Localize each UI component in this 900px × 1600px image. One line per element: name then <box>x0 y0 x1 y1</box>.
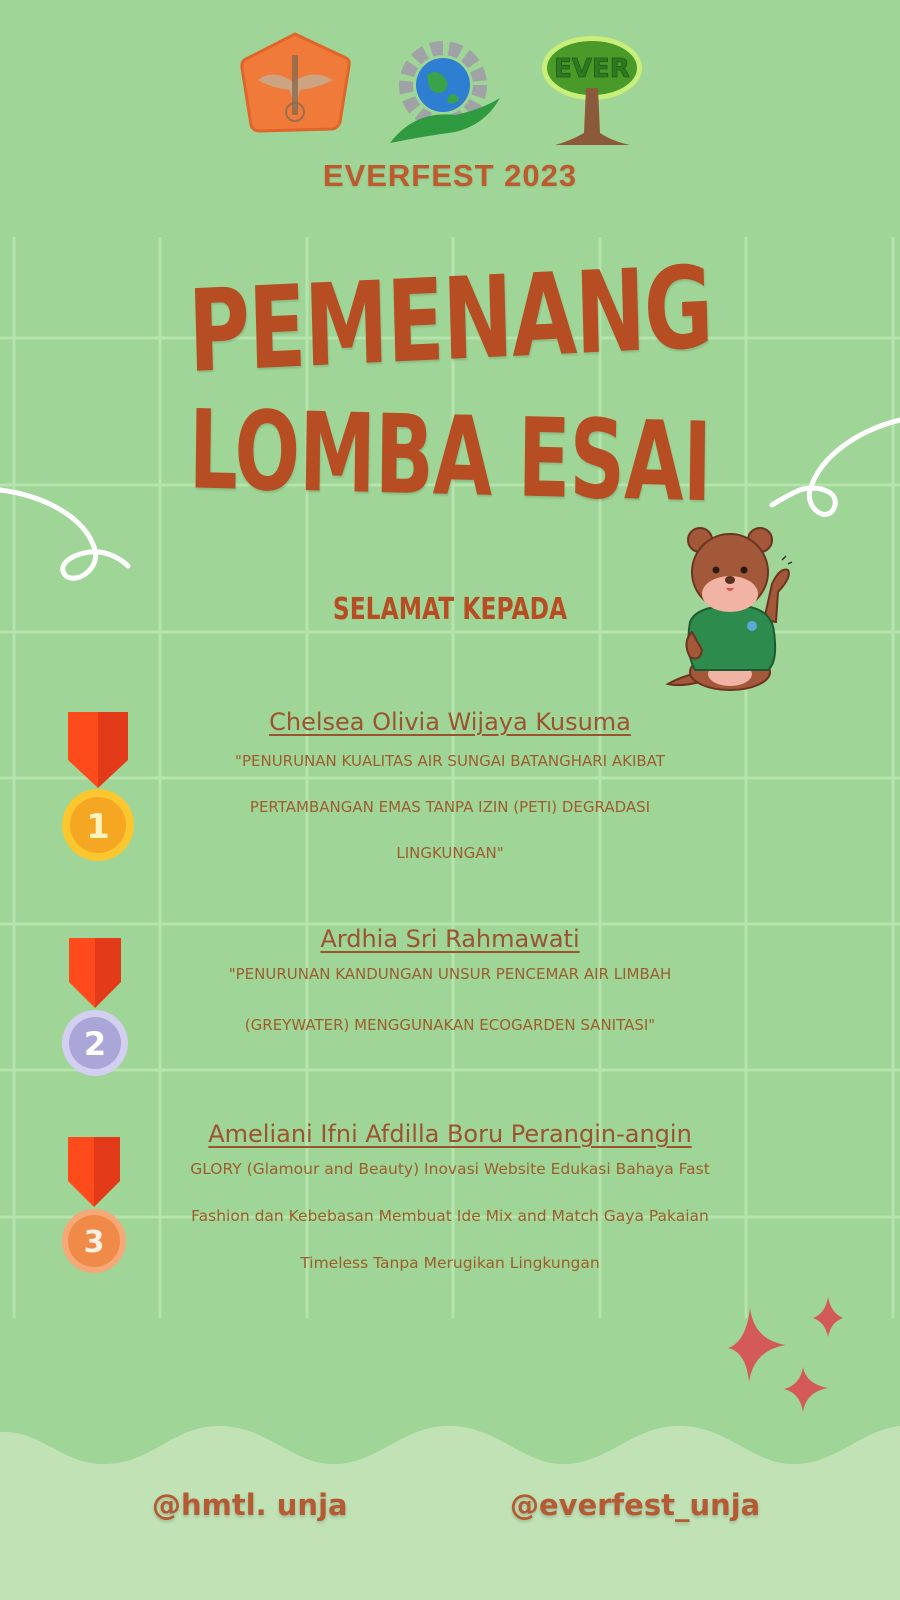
silver-medal-icon <box>62 936 128 1081</box>
winner-2-title: "PENURUNAN KANDUNGAN UNSUR PENCEMAR AIR LIMBAH (GREYWATER) MENGGUNAKAN ECOGARDEN SANITASI" <box>228 965 672 1034</box>
social-handle-everfest[interactable]: @everfest_unja <box>510 1488 761 1522</box>
winner-2 <box>140 925 760 1051</box>
sparkle-medium <box>784 1367 828 1412</box>
bronze-medal-icon <box>62 1135 126 1275</box>
sparkle-small <box>813 1297 843 1337</box>
environmental-engineering-logo <box>385 40 500 145</box>
sparkle-large <box>728 1308 786 1382</box>
bottom-wave <box>0 1426 900 1600</box>
winner-3-name: Ameliani Ifni Afdilla Boru Perangin-angin <box>208 1120 692 1148</box>
subheading: SELAMAT KEPADA <box>332 592 568 627</box>
headline-line2: LOMBA ESAI <box>188 385 712 527</box>
svg-text:3: 3 <box>83 1225 105 1260</box>
winner-1 <box>140 708 760 876</box>
svg-text:EVER: EVER <box>554 54 630 84</box>
headline-line1: PEMENANG <box>186 242 714 399</box>
winner-1-name: Chelsea Olivia Wijaya Kusuma <box>269 708 631 736</box>
universitas-jambi-logo <box>238 30 353 140</box>
left-squiggle <box>0 490 128 578</box>
social-handle-hmtl[interactable]: @hmtl. unja <box>152 1488 348 1522</box>
winner-3 <box>130 1120 770 1287</box>
event-title: EVERFEST 2023 <box>322 158 578 193</box>
ever-tree-logo <box>540 33 645 148</box>
right-squiggle <box>772 420 900 514</box>
winner-2-name: Ardhia Sri Rahmawati <box>320 925 580 953</box>
winner-1-title: "PENURUNAN KUALITAS AIR SUNGAI BATANGHARI AKIBAT PERTAMBANGAN EMAS TANPA IZIN (PETI) DEGRADASI LINGKUNGAN" <box>235 752 665 862</box>
svg-text:1: 1 <box>86 807 110 847</box>
gold-medal-icon <box>62 710 134 862</box>
winner-3-title: GLORY (Glamour and Beauty) Inovasi Website Edukasi Bahaya Fast Fashion dan Kebebasan Membuat Ide Mix and Match Gaya Pakaian Timeless Tanpa Merugikan Lingkungan <box>190 1160 710 1272</box>
quokka-mascot <box>660 522 800 702</box>
svg-text:2: 2 <box>83 1025 107 1063</box>
